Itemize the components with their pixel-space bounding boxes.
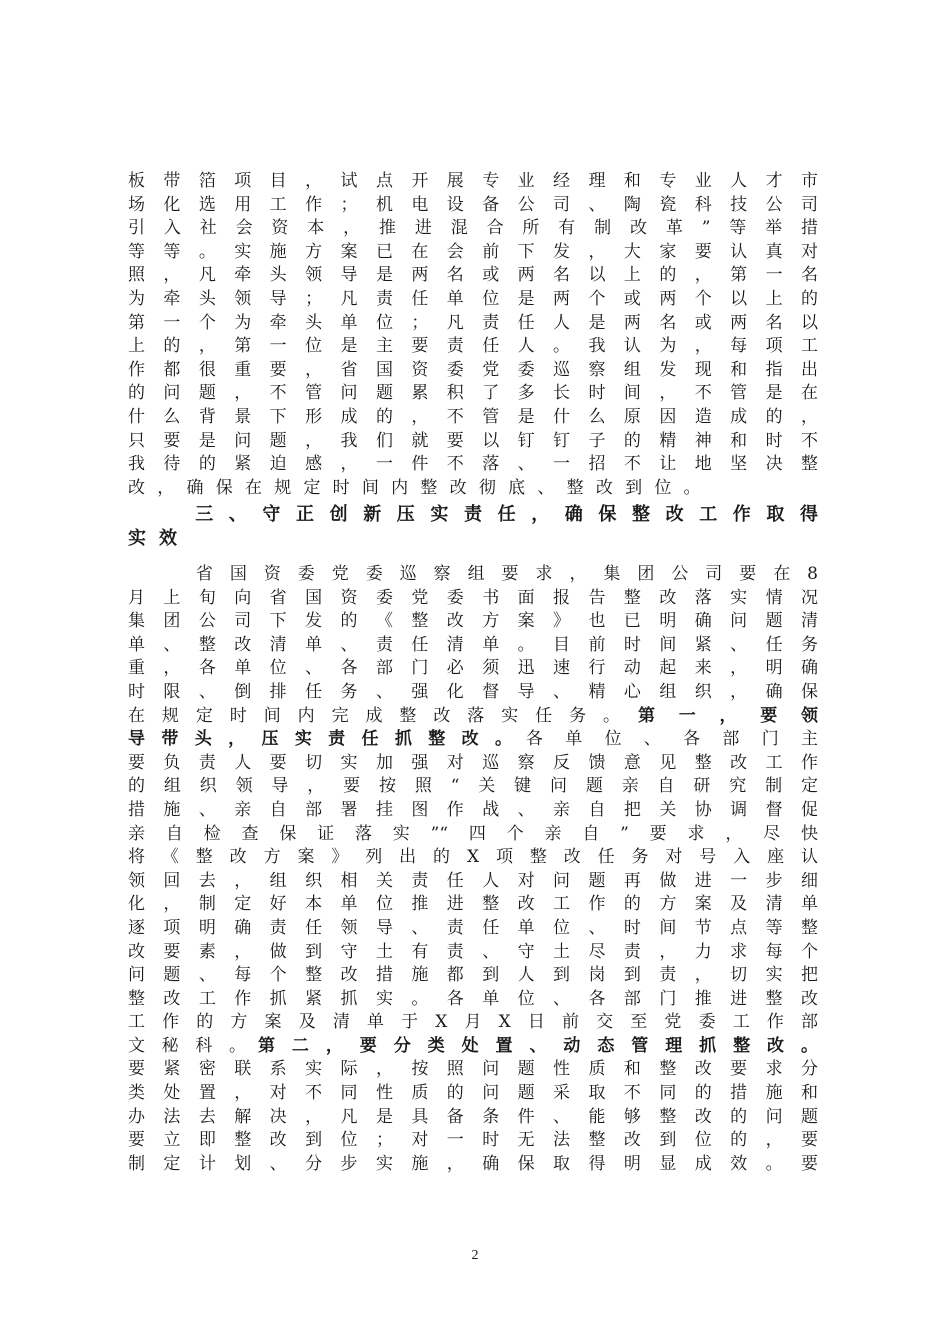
text-line: 上的，第一位是主要责任人。我认为，每项工: [128, 336, 818, 357]
text-span: 文秘科。: [128, 1035, 246, 1056]
text-line: 问题、每个整改措施都到人到岗到责，切实把: [128, 965, 818, 986]
text-line: 的问题，不管问题累积了多长时间，不管是在: [128, 383, 818, 404]
heading-line: 三、守正创新压实责任，确保整改工作取得: [128, 504, 818, 525]
text-line: 要紧密联系实际，按照问题性质和整改要求分: [128, 1059, 818, 1080]
text-line: 办法去解决，凡是具备条件、能够整改的问题: [128, 1106, 818, 1127]
text-line: 措施、亲自部署挂图作战、亲自把关协调督促: [128, 799, 818, 820]
text-line: 板带箔项目，试点开展专业经理和专业人才市: [128, 171, 818, 191]
text-line: 的组织领导，要按照“关键问题亲自研究制定: [128, 776, 818, 797]
text-line: 引入社会资本，推进混合所有制改革”等举措: [128, 218, 818, 239]
text-line: 月上旬向省国资委党委书面报告整改落实情况: [128, 587, 818, 608]
text-line: 单、整改清单、责任清单。目前时间紧、任务: [128, 634, 818, 655]
text-line: 亲自检查保证落实”“四个亲自”要求，尽快: [128, 823, 818, 844]
text-line: 领回去，组织相关责任人对问题再做进一步细: [128, 870, 818, 891]
text-line-mixed: [128, 728, 818, 752]
bold-text-span: 第二，要分类处置、动态管理抓整改。: [258, 1035, 818, 1056]
text-line: 要负责人要切实加强对巡察反馈意见整改工作: [128, 752, 818, 773]
text-line: 场化选用工作；机电设备公司、陶瓷科技公司: [128, 194, 818, 215]
text-line: 集团公司下发的《整改方案》也已明确问题清: [128, 611, 818, 632]
text-line: 化，制定好本单位推进整改工作的方案及清单: [128, 894, 818, 915]
text-line: 省国资委党委巡察组要求，集团公司要在8: [128, 564, 818, 584]
text-line: 改要素，做到守土有责、守土尽责，力求每个: [128, 941, 818, 962]
text-line: 什么背景下形成的，不管是什么原因造成的，: [128, 406, 818, 427]
text-line: 等等。实施方案已在会前下发，大家要认真对: [128, 241, 818, 262]
paragraph-2: [128, 563, 818, 1176]
section-heading: [128, 503, 818, 551]
text-line: 只要是问题，我们就要以钉钉子的精神和时不: [128, 430, 818, 451]
paragraph-1: [128, 170, 818, 500]
text-line: 第一个为牵头单位；凡责任人是两名或两名以: [128, 312, 818, 333]
text-line: 照，凡牵头领导是两名或两名以上的，第一名: [128, 265, 818, 286]
text-line: 整改工作抓紧抓实。各单位、各部门推进整改: [128, 988, 818, 1009]
text-line: 为牵头领导；凡责任单位是两个或两个以上的: [128, 288, 818, 309]
text-line: 类处置，对不同性质的问题采取不同的措施和: [128, 1083, 818, 1104]
text-line: 改，确保在规定时间内整改彻底、整改到位。: [128, 477, 713, 498]
text-line: 我待的紧迫感，一件不落、一招不让地坚决整: [128, 454, 818, 475]
text-line: 将《整改方案》列出的X项整改任务对号入座认: [128, 847, 818, 868]
heading-line: 实效: [128, 528, 190, 549]
text-line-mixed: [128, 1035, 818, 1059]
text-line: 时限、倒排任务、强化督导、精心组织，确保: [128, 681, 818, 702]
text-line: 制定计划、分步实施，确保取得明显成效。要: [128, 1153, 818, 1174]
text-line: 工作的方案及清单于X月X日前交至党委工作部: [128, 1012, 818, 1033]
text-line: 要立即整改到位；对一时无法整改到位的，要: [128, 1130, 818, 1151]
bold-text-span: 导带头，压实责任抓整改。: [128, 729, 512, 750]
bold-text-span: 第一，要领: [638, 705, 818, 726]
text-line: 逐项明确责任领导、责任单位、时间节点等整: [128, 917, 818, 938]
text-span: 各单位、各部门主: [526, 729, 818, 750]
text-line: 作都很重要，省国资委党委巡察组发现和指出: [128, 359, 818, 380]
text-span: 在规定时间内完成整改落实任务。: [128, 705, 620, 726]
text-line: 重，各单位、各部门必须迅速行动起来，明确: [128, 658, 818, 679]
text-line-mixed: [128, 705, 818, 729]
page-number: 2: [471, 1248, 479, 1263]
